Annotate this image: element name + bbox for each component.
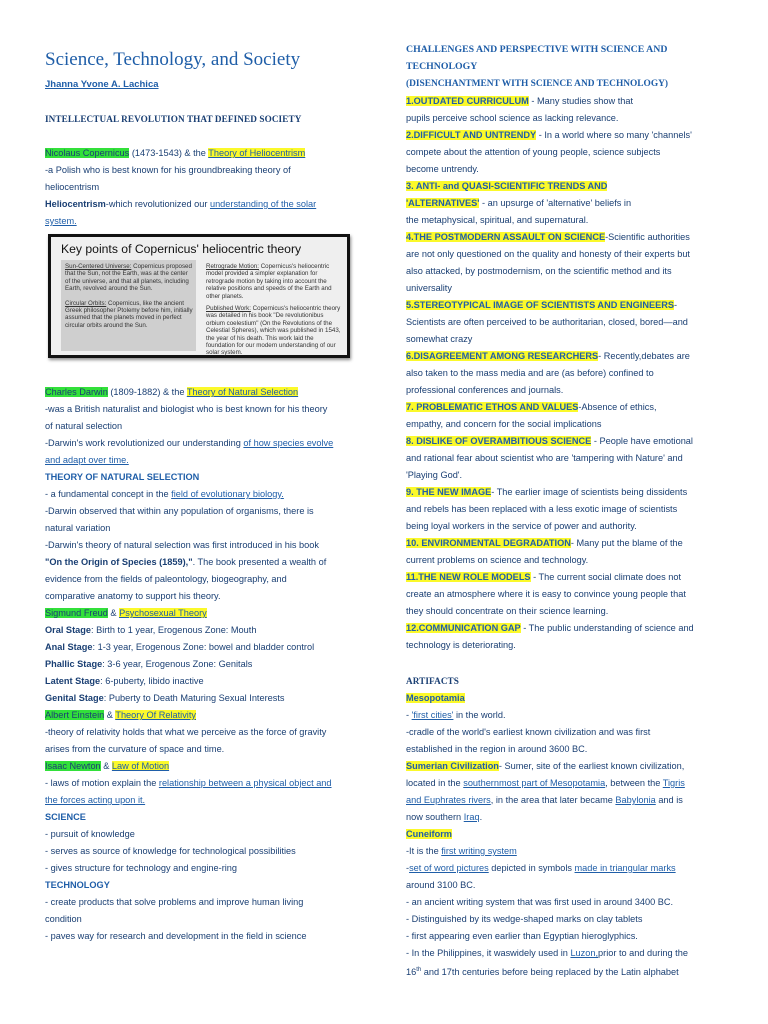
challenge-3-b: 'ALTERNATIVES' - an upsurge of 'alternative' beliefs in: [406, 198, 632, 208]
challenge-6-desc-2: professional conferences and journals.: [406, 385, 564, 395]
copernicus-name: Nicolaus Copernicus: [45, 148, 130, 158]
species-evolve-link[interactable]: of how species evolve: [243, 438, 334, 448]
solar-system-link[interactable]: understanding of the solar: [209, 199, 317, 209]
euphrates-link[interactable]: and Euphrates rivers: [406, 795, 491, 805]
latent-stage: Latent Stage: 6-puberty, libido inactive: [45, 676, 204, 686]
challenge-12: 12.COMMUNICATION GAP - The public understanding of science and: [406, 623, 694, 633]
challenge-8-desc: and rational fear about scientist who are 'tampering with Nature' and: [406, 453, 683, 463]
luzon-link[interactable]: Luzon,: [570, 948, 599, 958]
copernicus-line: Nicolaus Copernicus (1473-1543) & the Theory of Heliocentrism: [45, 148, 306, 158]
heliocentrism-line: Heliocentrism-which revolutionized our understanding of the solar: [45, 199, 317, 209]
cuneiform-line-7: - In the Philippines, it waswidely used in Luzon,prior to and during the: [406, 948, 688, 958]
law-of-motion-link[interactable]: Law of Motion: [111, 761, 170, 771]
tns-line-4: -Darwin's theory of natural selection was first introduced in his book: [45, 540, 319, 550]
challenge-6: 6.DISAGREEMENT AMONG RESEARCHERS- Recently,debates are: [406, 351, 690, 361]
challenge-8-desc-2: 'Playing God'.: [406, 470, 463, 480]
tns-line-6: evidence from the fields of paleontology, biogeography, and: [45, 574, 287, 584]
laws-desc: - laws of motion explain the relationship between a physical object and: [45, 778, 332, 788]
challenge-11: 11.THE NEW ROLE MODELS - The current social climate does not: [406, 572, 682, 582]
forces-link[interactable]: the forces acting upon it.: [45, 795, 146, 805]
phallic-stage: Phallic Stage: 3-6 year, Erogenous Zone: Genitals: [45, 659, 253, 669]
challenge-7-desc: empathy, and concern for the social implications: [406, 419, 602, 429]
challenge-4-desc: are not only questioned on the quality and honesty of their experts but: [406, 249, 690, 259]
copernicus-desc-2: heliocentrism: [45, 182, 100, 192]
challenge-8: 8. DISLIKE OF OVERAMBITIOUS SCIENCE - People have emotional: [406, 436, 693, 446]
challenges-heading: CHALLENGES AND PERSPECTIVE WITH SCIENCE AND: [406, 44, 668, 55]
mesopotamia-line-2: -cradle of the world's earliest known civilization and was first: [406, 727, 651, 737]
challenge-4: 4.THE POSTMODERN ASSAULT ON SCIENCE-Scientific authorities: [406, 232, 690, 242]
challenge-10-desc: current problems on science and technology.: [406, 555, 589, 565]
cuneiform-line-6: - first appearing even earlier than Egyptian hieroglyphics.: [406, 931, 638, 941]
challenge-3: 3. ANTI- and QUASI-SCIENTIFIC TRENDS AND: [406, 181, 608, 191]
technology-item: condition: [45, 914, 82, 924]
challenge-5: 5.STEREOTYPICAL IMAGE OF SCIENTISTS AND ENGINEERS-: [406, 300, 678, 310]
challenges-heading-2: TECHNOLOGY: [406, 61, 478, 72]
babylonia-link[interactable]: Babylonia: [615, 795, 656, 805]
relativity-theory-link[interactable]: Theory Of Relativity: [115, 710, 196, 720]
challenge-11-desc: create an atmosphere where it is easy to convince young people that: [406, 589, 686, 599]
challenge-11-desc-2: they should concentrate on their science learning.: [406, 606, 609, 616]
freud-line: Sigmund Freud & Psychosexual Theory: [45, 608, 207, 618]
darwin-desc-3: -Darwin's work revolutionized our understanding of how species evolve: [45, 438, 334, 448]
mesopotamia-heading: Mesopotamia: [406, 693, 465, 703]
psychosexual-theory-link[interactable]: Psychosexual Theory: [119, 608, 207, 618]
physical-object-link[interactable]: relationship between a physical object and: [158, 778, 332, 788]
cuneiform-line-2: -set of word pictures depicted in symbols made in triangular marks: [406, 863, 676, 873]
figure-title: Key points of Copernicus' heliocentric theory: [61, 242, 302, 256]
document-title: Science, Technology, and Society: [45, 49, 301, 70]
heliocentrism-line-2: [45, 213, 77, 230]
mesopotamia-link[interactable]: southernmost part of Mesopotamia: [463, 778, 606, 788]
newton-line: Isaac Newton & Law of Motion: [45, 761, 170, 771]
challenge-2: 2.DIFFICULT AND UNTRENDY - In a world where so many 'channels': [406, 130, 692, 140]
challenge-1-desc: pupils perceive school science as lacking relevance.: [406, 113, 619, 123]
darwin-desc-2: of natural selection: [45, 421, 123, 431]
challenge-12-desc: technology is deteriorating.: [406, 640, 516, 650]
einstein-line: Albert Einstein & Theory Of Relativity: [45, 710, 196, 720]
triangular-marks-link[interactable]: made in triangular marks: [574, 863, 676, 873]
tns-line-3: natural variation: [45, 523, 111, 533]
tns-line-2: -Darwin observed that within any population of organisms, there is: [45, 506, 314, 516]
darwin-line: Charles Darwin (1809-1882) & the Theory of Natural Selection: [45, 387, 299, 397]
science-item: - serves as source of knowledge for technological possibilities: [45, 846, 296, 856]
darwin-name: Charles Darwin: [45, 387, 108, 397]
challenge-2-desc: compete about the attention of young people, science subjects: [406, 147, 661, 157]
mesopotamia-line-3: established in the region in around 3600 BC.: [406, 744, 588, 754]
copernicus-desc: -a Polish who is best known for his groundbreaking theory of: [45, 165, 291, 175]
cuneiform-line-1: -It is the first writing system: [406, 846, 517, 856]
oral-stage: Oral Stage: Birth to 1 year, Erogenous Zone: Mouth: [45, 625, 257, 635]
challenge-9-desc: and rebels has been replaced with a less exotic image of scientists: [406, 504, 678, 514]
science-item: - pursuit of knowledge: [45, 829, 135, 839]
challenge-4-desc-2: also attacked, by postmodernism, on the scientific method and its: [406, 266, 672, 276]
challenge-6-desc: also taken to the mass media and are (as before) confined to: [406, 368, 654, 378]
anal-stage: Anal Stage: 1-3 year, Erogenous Zone: bowel and bladder control: [45, 642, 315, 652]
freud-name: Sigmund Freud: [45, 608, 108, 618]
cuneiform-heading: Cuneiform: [406, 829, 452, 839]
cuneiform-line-3: around 3100 BC.: [406, 880, 476, 890]
section-heading-intellectual-revolution: INTELLECTUAL REVOLUTION THAT DEFINED SOCIETY: [45, 114, 302, 124]
solar-system-link-2[interactable]: system.: [45, 216, 77, 226]
einstein-name: Albert Einstein: [45, 710, 105, 720]
relativity-desc: -theory of relativity holds that what we perceive as the force of gravity: [45, 727, 327, 737]
darwin-desc-4: [45, 452, 129, 469]
challenge-1: 1.OUTDATED CURRICULUM - Many studies show that: [406, 96, 634, 106]
figure-box-right: Retrograde Motion: Copernicus's heliocentric model provided a simpler explanation for retrograde motion by taking into account the relative positions and speeds of the Earth and other planets. Published Work: Copernicus's heliocentric theory was detailed in his book "De revolutionibus orbium coelestium" (On the Revolutions of the Celestial Spheres), which was published in 1543, the year of his death. This work laid the foundation for our modern understanding of our solar system.: [206, 260, 341, 351]
cuneiform-line-8: 16th and 17th centuries before being replaced by the Latin alphabet: [406, 967, 679, 978]
tigris-link[interactable]: Tigris: [662, 778, 685, 788]
sumerian-line-3: and Euphrates rivers, in the area that later became Babylonia and is: [406, 795, 683, 805]
cuneiform-line-4: - an ancient writing system that was first used in around 3400 BC.: [406, 897, 674, 907]
challenge-3-desc: the metaphysical, spiritual, and supernatural.: [406, 215, 589, 225]
mesopotamia-line-1: - 'first cities' in the world.: [406, 710, 506, 720]
challenge-5-desc: Scientists are often perceived to be authoritarian, closed, bored—and: [406, 317, 688, 327]
disenchantment-heading: (DISENCHANTMENT WITH SCIENCE AND TECHNOLOGY): [406, 79, 669, 89]
technology-item: - create products that solve problems and improve human living: [45, 897, 304, 907]
challenge-2-desc-2: become untrendy.: [406, 164, 479, 174]
technology-heading: TECHNOLOGY: [45, 880, 110, 890]
sumerian-line-2: located in the southernmost part of Mesopotamia, between the Tigris: [406, 778, 685, 788]
word-pictures-link[interactable]: set of word pictures: [409, 863, 489, 873]
figure-box-left: Sun-Centered Universe: Copernicus proposed that the Sun, not the Earth, was at the center of the universe, and that all planets, including Earth, revolved around the Sun. Circular Orbits: Copernicus, like the ancient Greek philosopher Ptolemy before him, initially assumed that the planets moved in perfect circular orbits around the Sun.: [61, 260, 196, 351]
sumerian-line-4: now southern Iraq.: [406, 812, 483, 822]
laws-desc-2: [45, 792, 145, 809]
science-heading: SCIENCE: [45, 812, 86, 822]
tns-line-1: - a fundamental concept in the field of evolutionary biology.: [45, 489, 284, 499]
copernicus-theory-link[interactable]: Theory of Heliocentrism: [208, 148, 306, 158]
darwin-desc: -was a British naturalist and biologist who is best known for his theory: [45, 404, 328, 414]
first-cities-link[interactable]: 'first cities': [411, 710, 454, 720]
first-writing-system-link[interactable]: first writing system: [441, 846, 517, 856]
evolutionary-biology-link[interactable]: field of evolutionary biology.: [171, 489, 284, 499]
sumerian-line: Sumerian Civilization- Sumer, site of the earliest known civilization,: [406, 761, 685, 771]
iraq-link[interactable]: Iraq: [463, 812, 480, 822]
challenge-5-desc-2: somewhat crazy: [406, 334, 473, 344]
challenge-10: 10. ENVIRONMENTAL DEGRADATION- Many put the blame of the: [406, 538, 683, 548]
genital-stage: Genital Stage: Puberty to Death Maturing Sexual Interests: [45, 693, 285, 703]
tns-line-5: "On the Origin of Species (1859),". The book presented a wealth of: [45, 557, 327, 567]
cuneiform-line-5: - Distinguished by its wedge-shaped marks on clay tablets: [406, 914, 643, 924]
copernicus-key-points-figure: [48, 234, 350, 358]
newton-name: Isaac Newton: [45, 761, 101, 771]
challenge-7: 7. PROBLEMATIC ETHOS AND VALUES-Absence of ethics,: [406, 402, 657, 412]
tns-line-7: comparative anatomy to support his theory.: [45, 591, 221, 601]
challenge-9: 9. THE NEW IMAGE- The earlier image of scientists being dissidents: [406, 487, 688, 497]
challenge-9-desc-2: being loyal workers in the service of power and authority.: [406, 521, 637, 531]
author-name: Jhanna Yvone A. Lachica: [45, 79, 159, 90]
science-item: - gives structure for technology and engine-ring: [45, 863, 238, 873]
technology-item: - paves way for research and development in the field in science: [45, 931, 307, 941]
natural-selection-heading: THEORY OF NATURAL SELECTION: [45, 472, 200, 482]
artifacts-heading: ARTIFACTS: [406, 676, 459, 686]
challenge-4-desc-3: universality: [406, 283, 452, 293]
relativity-desc-2: arises from the curvature of space and time.: [45, 744, 225, 754]
darwin-theory-link[interactable]: Theory of Natural Selection: [186, 387, 299, 397]
species-evolve-link-2[interactable]: and adapt over time.: [45, 455, 129, 465]
